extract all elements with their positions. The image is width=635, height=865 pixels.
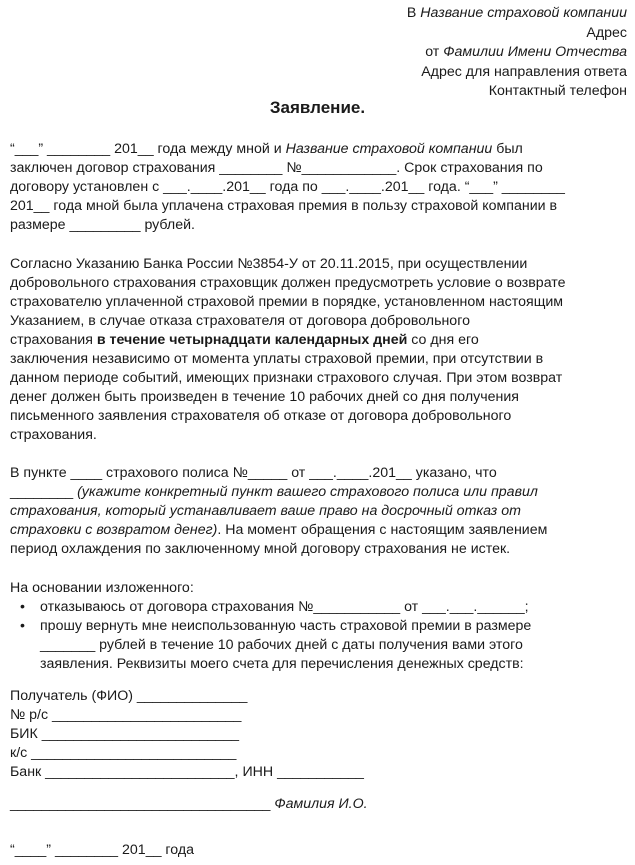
paragraph-line: заключения независимо от момента уплаты страховой премии, при отсутствии в	[10, 351, 544, 367]
paragraph-contract	[10, 140, 622, 235]
ks-field: к/с __________________________	[10, 745, 237, 761]
bullet-icon: •	[20, 599, 25, 615]
paragraph-line: страхования в течение четырнадцати календарных дней со дня его	[10, 332, 479, 348]
header-from-line: от Фамилии Имени Отчества	[425, 44, 627, 60]
paragraph-line: письменного заявления страхователя об отказе от договора добровольного	[10, 408, 512, 424]
paragraph-line: данном периоде событий, имеющих признаки страхового случая. При этом возврат	[10, 370, 563, 386]
header-phone: Контактный телефон	[488, 83, 627, 99]
list-item: • прошу вернуть мне неиспользованную часть страховой премии в размере	[20, 618, 532, 634]
paragraph-line: Согласно Указанию Банка России №3854-У от 20.11.2015, при осуществлении	[10, 256, 528, 272]
paragraph-line: размере _________ рублей.	[10, 217, 195, 233]
bullet-icon: •	[20, 618, 25, 634]
paragraph-demands	[10, 579, 622, 674]
list-item-continuation: _______ рублей в течение 10 рабочих дней с даты получения вами этого	[40, 637, 523, 653]
paragraph-line: страхования.	[10, 427, 97, 443]
paragraph-line: денег должен быть произведен в течение 10 рабочих дней со дня получения	[10, 389, 519, 405]
paragraph-policy-clause	[10, 464, 622, 559]
paragraph-line: страхователю уплаченной страховой премии в порядке, установленном настоящим	[10, 294, 564, 310]
paragraph-line: договору установлен с ___.____.201__ года по ___.____.201__ года. “___” ________	[10, 179, 565, 195]
paragraph-legal-basis	[10, 255, 622, 445]
header-address: Адрес	[586, 24, 627, 41]
paragraph-line: Указанием, в случае отказа страхователя от договора добровольного	[10, 313, 470, 329]
header-reply-address: Адрес для направления ответа	[421, 63, 627, 80]
header-sender-name: Фамилии Имени Отчества	[443, 44, 627, 60]
paragraph-line: страховки с возвратом денег). На момент обращения с настоящим заявлением	[10, 522, 548, 538]
date-line: “____” ________ 201__ года	[10, 842, 195, 858]
paragraph-line: добровольного страхования страховщик должен предусмотреть условие о возврате	[10, 275, 566, 291]
paragraph-line: заключен договор страхования ________ №____________. Срок страхования по	[10, 160, 543, 176]
paragraph-line: страхования, который устанавливает ваше право на досрочный отказ от	[10, 503, 521, 519]
document-title: Заявление.	[269, 98, 366, 117]
bank-requisites	[10, 687, 622, 782]
addressee-header	[407, 4, 627, 102]
list-item-continuation: заявления. Реквизиты моего счета для перечисления денежных средств:	[40, 656, 524, 672]
account-field: № р/с ________________________	[10, 707, 242, 723]
paragraph-line: ________ (укажите конкретный пункт вашего страхового полиса или правил	[10, 484, 538, 500]
cooling-period-highlight: в течение четырнадцати календарных дней	[96, 332, 408, 348]
signature-line: _________________________________ Фамилия И.О.	[10, 796, 368, 812]
header-company-line: В Название страховой компании	[406, 5, 627, 21]
demands-intro: На основании изложенного:	[10, 580, 194, 596]
paragraph-line: В пункте ____ страхового полиса №_____ от ___.____.201__ указано, что	[10, 465, 497, 481]
paragraph-line: “___” ________ 201__ года между мной и Название страховой компании был	[10, 141, 523, 157]
list-item: • отказываюсь от договора страхования №___________ от ___.___.______;	[20, 599, 529, 615]
header-company-name: Название страховой компании	[420, 5, 627, 21]
signature-name: Фамилия И.О.	[274, 796, 368, 812]
bik-field: БИК _________________________	[10, 726, 239, 742]
recipient-field: Получатель (ФИО) ______________	[10, 688, 248, 704]
paragraph-line: 201__ года мной была уплачена страховая премия в пользу страховой компании в	[10, 198, 558, 214]
bank-inn-field: Банк ________________________, ИНН ___________	[10, 764, 364, 780]
paragraph-line: период охлаждения по заключенному мной договору страхования не истек.	[10, 541, 511, 557]
